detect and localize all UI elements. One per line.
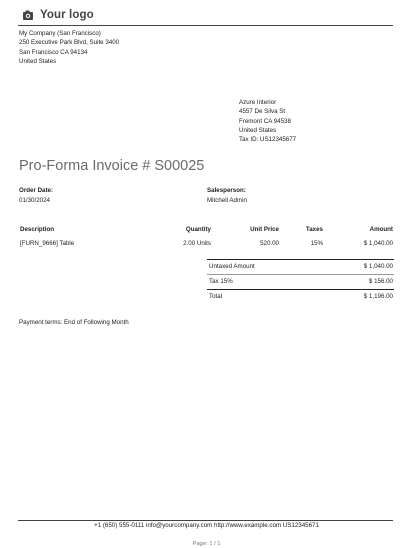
page-number: Page: 1 / 1 [192,541,221,547]
row-amount: $ 1,040.00 [363,240,393,247]
untaxed-amount-label: Untaxed Amount [209,263,255,270]
total-row [207,290,394,304]
header-unit-price: Unit Price [250,226,279,233]
order-date-value: 01/30/2024 [19,197,50,204]
salesperson-block [207,186,247,206]
tax-label: Tax 15% [209,278,233,285]
salesperson-label: Salesperson: [207,187,246,194]
total-label: Total [209,293,223,300]
camera-icon [22,9,34,21]
footer-divider [18,520,393,521]
customer-name: Azure Interior [239,99,277,106]
total-value: $ 1,196.00 [363,293,393,300]
header-description: Description [20,226,55,233]
company-address [19,29,119,66]
header-divider [18,25,393,26]
order-lines-table [19,226,394,254]
customer-tax-id: Tax ID: US12345677 [239,136,297,144]
untaxed-amount-row [207,260,394,274]
salesperson-value: Mitchell Admin [207,197,247,204]
table-header [19,226,394,240]
footer-contact: +1 (650) 555-0111 info@yourcompany.com http://www.example.com US12345671 [94,522,319,529]
table-row [19,240,394,254]
header-quantity: Quantity [185,226,211,233]
untaxed-amount-value: $ 1,040.00 [363,263,393,270]
order-date-label: Order Date: [19,187,54,194]
customer-country: United States [239,126,277,134]
customer-street: 4557 De Silva St [239,108,286,116]
company-street: 250 Executive Park Blvd, Suite 3400 [19,39,120,47]
document-title: Pro-Forma Invoice # S00025 [19,158,205,174]
customer-address [239,98,296,144]
header-amount: Amount [369,226,393,233]
header-taxes: Taxes [305,226,323,233]
row-quantity: 2.00 Units [183,240,211,247]
company-name: My Company (San Francisco) [19,30,101,37]
tax-value: $ 156.00 [368,278,393,285]
row-description: [FURN_9666] Table [20,240,75,247]
customer-city: Fremont CA 94538 [239,117,291,125]
company-city: San Francisco CA 94134 [19,48,88,56]
totals-block [207,259,394,304]
logo-text: Your logo [40,9,94,21]
tax-row [207,275,394,289]
row-unit-price: 520.00 [260,240,279,247]
company-country: United States [19,57,57,65]
order-date-block [19,186,53,206]
row-taxes: 15% [310,240,323,247]
payment-terms: Payment terms: End of Following Month [19,319,129,326]
company-logo [22,9,94,21]
